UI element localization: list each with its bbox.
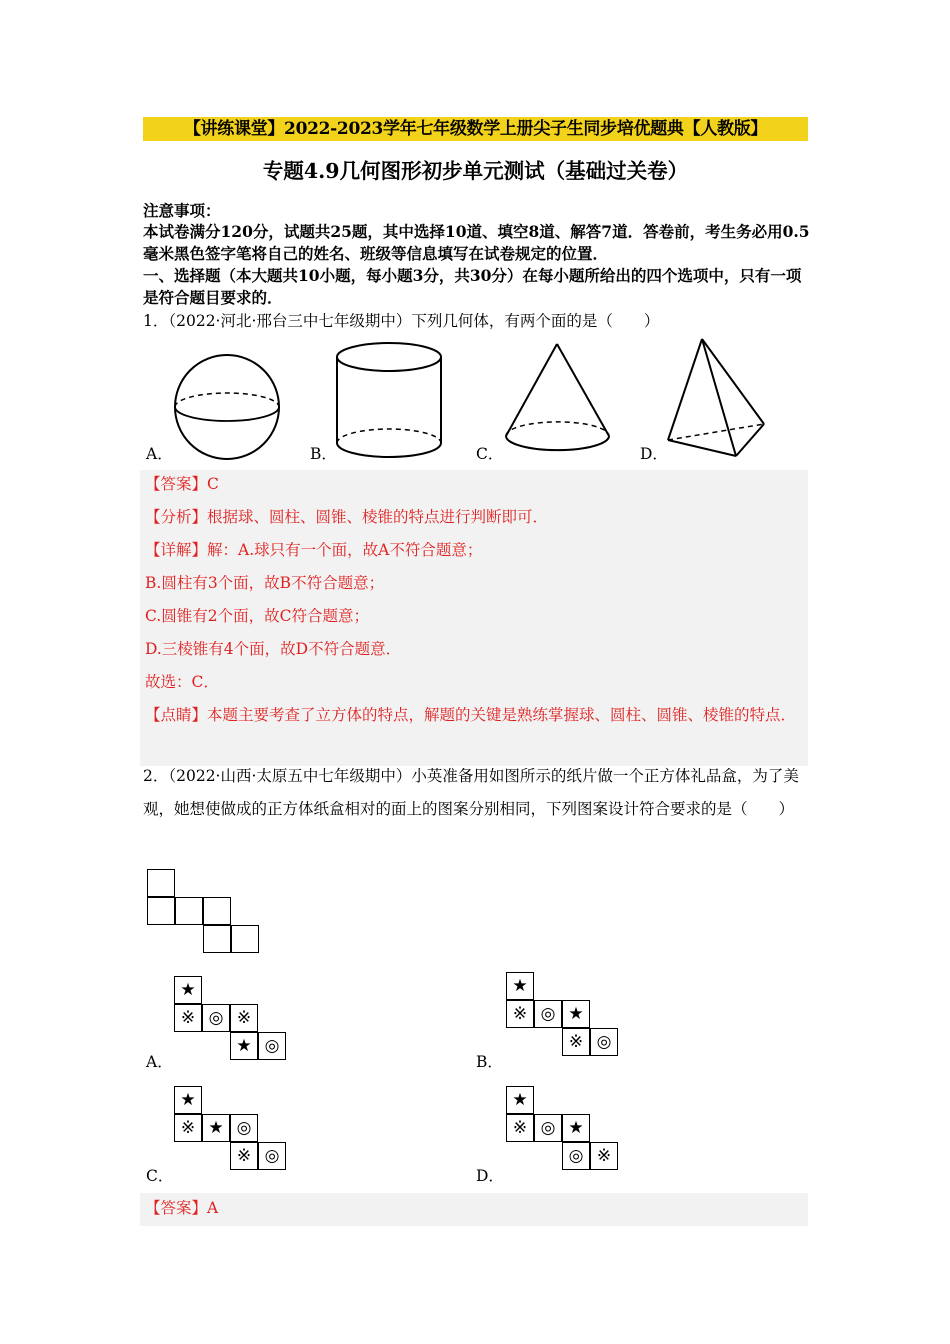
- star-icon: ★: [174, 1086, 202, 1114]
- q1-option-b[interactable]: B．: [310, 445, 337, 463]
- reference-mark-icon: ※: [562, 1028, 590, 1056]
- bullseye-icon: ◎: [230, 1114, 258, 1142]
- net-cell: [231, 925, 259, 953]
- page-title: 专题4.9几何图形初步单元测试（基础过关卷）: [262, 159, 689, 183]
- cylinder-figure: [333, 340, 445, 462]
- reference-mark-icon: ※: [174, 1114, 202, 1142]
- bullseye-icon: ◎: [258, 1032, 286, 1060]
- q1-option-c[interactable]: C．: [476, 445, 504, 463]
- q1-analysis: 【分析】根据球、圆柱、圆锥、棱锥的特点进行判断即可．: [145, 508, 549, 526]
- star-icon: ★: [562, 1114, 590, 1142]
- q2-option-a[interactable]: A．: [146, 1053, 173, 1071]
- question-2-stem: 2．（2022·山西·太原五中七年级期中）小英准备用如图所示的纸片做一个正方体礼品盒，为了美观，她想使做成的正方体纸盒相对的面上的图案分别相同，下列图案设计符合要求的是（ ）: [143, 767, 799, 818]
- net-cell: [203, 925, 231, 953]
- reference-mark-icon: ※: [590, 1142, 618, 1170]
- notice-body: 本试卷满分120分，试题共25题，其中选择10道、填空8道、解答7道．答卷前，考生务必用0.5毫米黑色签字笔将自己的姓名、班级等信息填写在试卷规定的位置．: [143, 222, 810, 263]
- net-cell: [203, 897, 231, 925]
- net-cell: [175, 897, 203, 925]
- star-icon: ★: [506, 972, 534, 1000]
- net-cell: [147, 897, 175, 925]
- q2-option-b[interactable]: B．: [476, 1053, 503, 1071]
- q1-detail-b: B.圆柱有3个面，故B不符合题意；: [145, 574, 385, 592]
- series-header: 【讲练课堂】2022-2023学年七年级数学上册尖子生同步培优题典【人教版】: [143, 117, 808, 141]
- reference-mark-icon: ※: [506, 1114, 534, 1142]
- star-icon: ★: [202, 1114, 230, 1142]
- reference-mark-icon: ※: [174, 1004, 202, 1032]
- star-icon: ★: [506, 1086, 534, 1114]
- q1-choice: 故选：C．: [145, 673, 219, 691]
- star-icon: ★: [230, 1032, 258, 1060]
- q1-detail: 【详解】解：A.球只有一个面，故A不符合题意；: [145, 541, 483, 559]
- reference-mark-icon: ※: [230, 1142, 258, 1170]
- cone-figure: [500, 340, 615, 462]
- reference-mark-icon: ※: [506, 1000, 534, 1028]
- q2-answer: 【答案】A: [145, 1199, 219, 1217]
- q1-detail-d: D.三棱锥有4个面，故D不符合题意．: [145, 640, 402, 658]
- question-1-stem: 1．（2022·河北·邢台三中七年级期中）下列几何体，有两个面的是（ ）: [143, 312, 660, 330]
- q1-comment: 【点睛】本题主要考查了立方体的特点，解题的关键是熟练掌握球、圆柱、圆锥、棱锥的特点．: [145, 706, 797, 724]
- q1-option-a[interactable]: A．: [146, 445, 173, 463]
- net-cell: [147, 869, 175, 897]
- triangular-pyramid-figure: [660, 336, 770, 460]
- bullseye-icon: ◎: [202, 1004, 230, 1032]
- notice-heading: 注意事项：: [143, 201, 221, 220]
- reference-mark-icon: ※: [230, 1004, 258, 1032]
- bullseye-icon: ◎: [258, 1142, 286, 1170]
- sphere-figure: [170, 353, 285, 461]
- bullseye-icon: ◎: [534, 1000, 562, 1028]
- q1-detail-c: C.圆锥有2个面，故C符合题意；: [145, 607, 369, 625]
- q2-option-c[interactable]: C．: [146, 1167, 174, 1185]
- q1-answer: 【答案】C: [145, 475, 219, 493]
- section-instructions: 一、选择题（本大题共10小题，每小题3分，共30分）在每小题所给出的四个选项中，只有一项是符合题目要求的．: [143, 266, 802, 307]
- bullseye-icon: ◎: [534, 1114, 562, 1142]
- q1-option-d[interactable]: D．: [640, 445, 668, 463]
- bullseye-icon: ◎: [562, 1142, 590, 1170]
- star-icon: ★: [562, 1000, 590, 1028]
- star-icon: ★: [174, 976, 202, 1004]
- q2-option-d[interactable]: D．: [476, 1167, 504, 1185]
- bullseye-icon: ◎: [590, 1028, 618, 1056]
